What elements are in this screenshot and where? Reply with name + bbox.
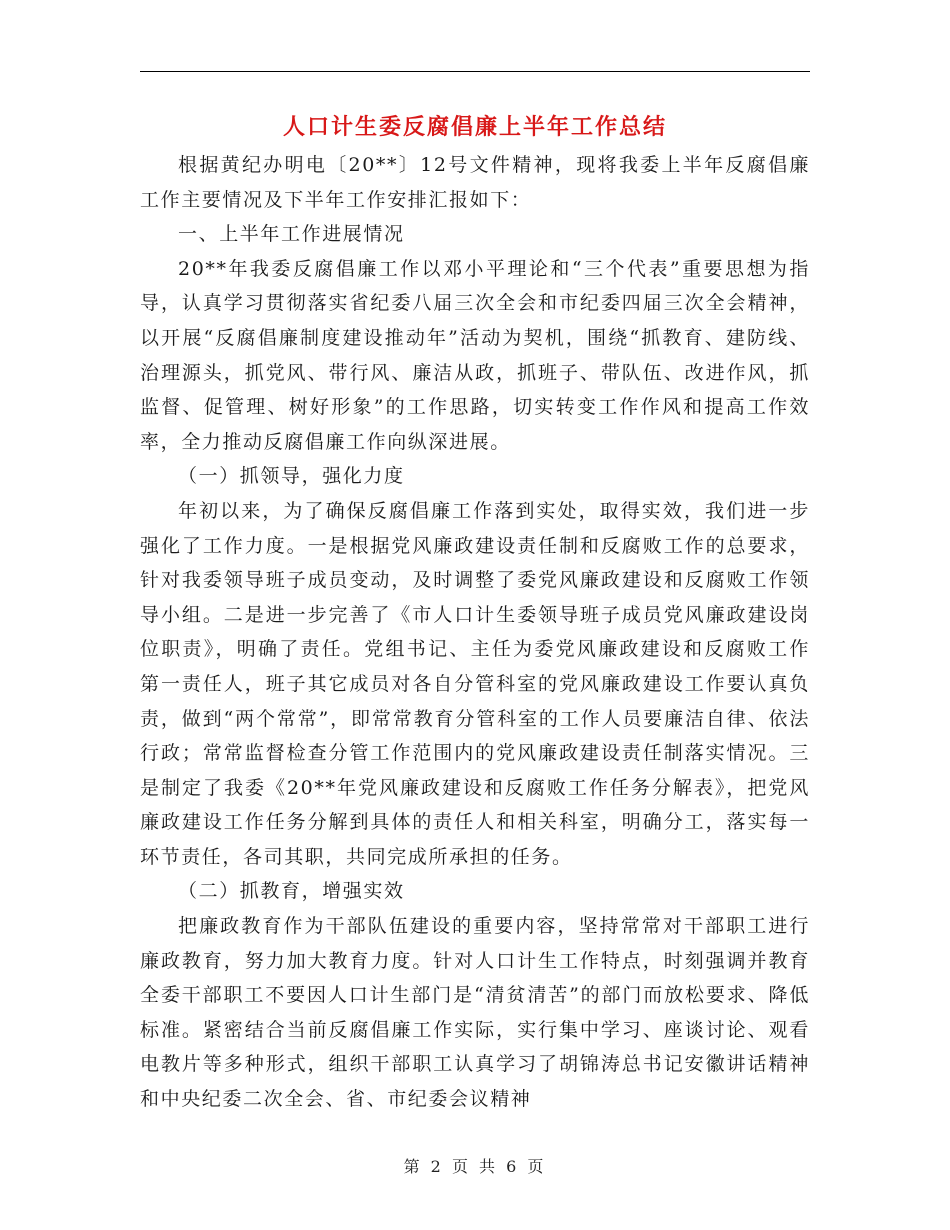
document-title: 人口计生委反腐倡廉上半年工作总结 [282, 114, 667, 140]
body-paragraph: 把廉政教育作为干部队伍建设的重要内容，坚持常常对干部职工进行廉政教育，努力加大教育力度。针对人口计生工作特点，时刻强调并教育全委干部职工不要因人口计生部门是“清贫清苦”的部门而放松要求、降低标准。紧密结合当前反腐倡廉工作实际，实行集中学习、座谈讨论、观看电教片等多种形式，组织干部职工认真学习了胡锦涛总书记安徽讲话精神和中央纪委二次全会、省、市纪委会议精神 [140, 915, 810, 1111]
header-rule [140, 71, 810, 72]
page-number: 第 2 页 共 6 页 [403, 1157, 547, 1176]
document-body [140, 148, 810, 1117]
intro-paragraph: 根据黄纪办明电〔20**〕12号文件精神，现将我委上半年反腐倡廉工作主要情况及下半年工作安排汇报如下： [140, 154, 810, 211]
subsection-heading-1: （一）抓领导，强化力度 [178, 465, 405, 488]
subsection-heading-2: （二）抓教育，增强实效 [178, 880, 405, 903]
body-paragraph: 年初以来，为了确保反腐倡廉工作落到实处，取得实效，我们进一步强化了工作力度。一是根据党风廉政建设责任制和反腐败工作的总要求，针对我委领导班子成员变动，及时调整了委党风廉政建设和反腐败工作领导小组。二是进一步完善了《市人口计生委领导班子成员党风廉政建设岗位职责》，明确了责任。党组书记、主任为委党风廉政建设和反腐败工作第一责任人，班子其它成员对各自分管科室的党风廉政建设工作要认真负责，做到“两个常常”，即常常教育分管科室的工作人员要廉洁自律、依法行政；常常监督检查分管工作范围内的党风廉政建设责任制落实情况。三是制定了我委《20**年党风廉政建设和反腐败工作任务分解表》，把党风廉政建设工作任务分解到具体的责任人和相关科室，明确分工，落实每一环节责任，各司其职，共同完成所承担的任务。 [140, 499, 810, 868]
body-paragraph: 20**年我委反腐倡廉工作以邓小平理论和“三个代表”重要思想为指导，认真学习贯彻落实省纪委八届三次全会和市纪委四届三次全会精神，以开展“反腐倡廉制度建设推动年”活动为契机，围绕“抓教育、建防线、治理源头，抓党风、带行风、廉洁从政，抓班子、带队伍、改进作风，抓监督、促管理、树好形象”的工作思路，切实转变工作作风和提高工作效率，全力推动反腐倡廉工作向纵深进展。 [140, 257, 810, 453]
section-heading-1: 一、上半年工作进展情况 [178, 223, 405, 246]
